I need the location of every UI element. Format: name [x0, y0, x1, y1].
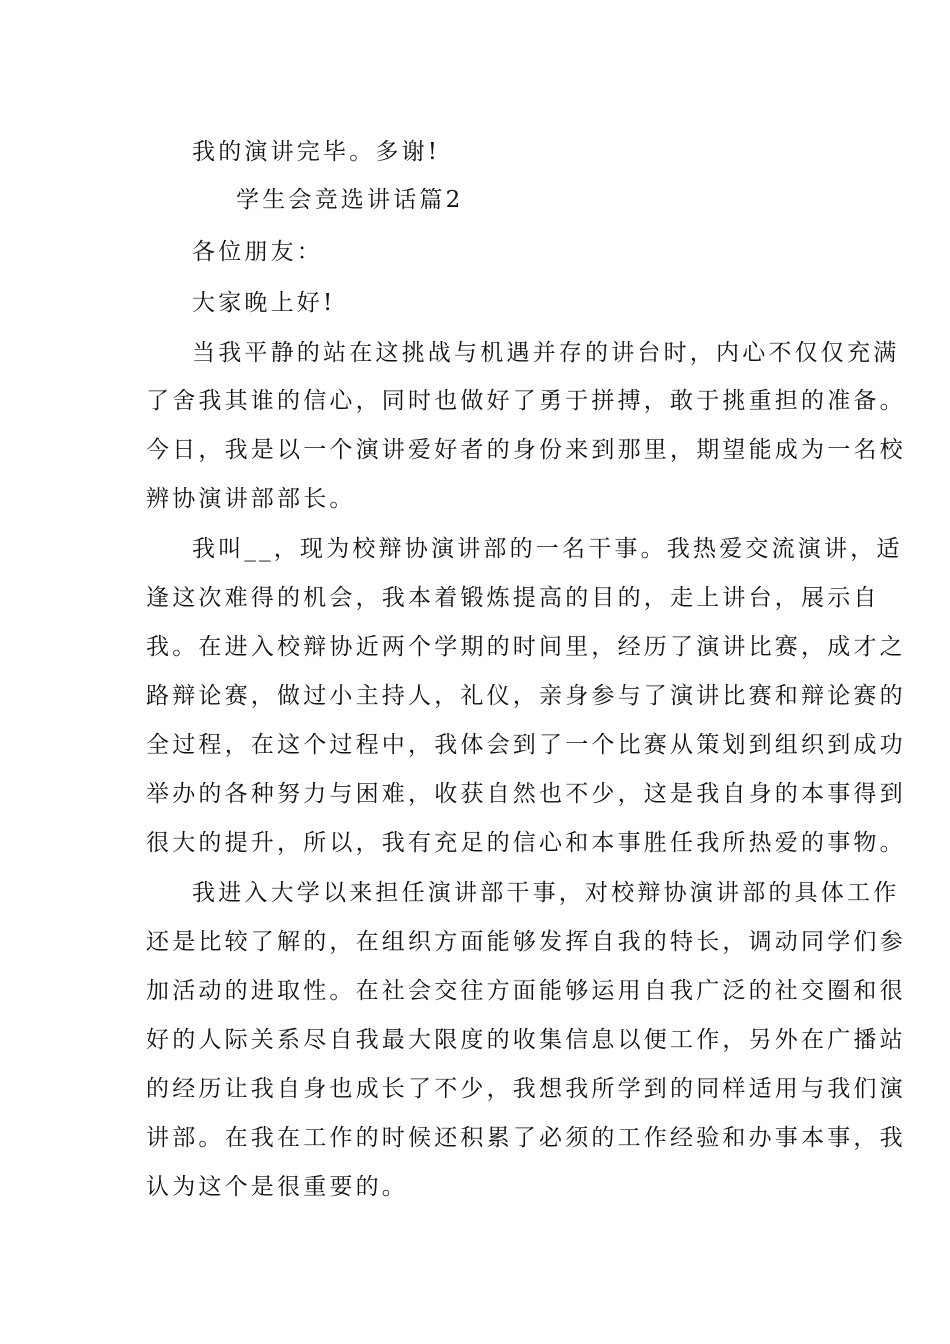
paragraph2-line: 举办的各种努力与困难，收获自然也不少，这是我自身的本事得到	[146, 781, 906, 807]
greeting: 大家晚上好!	[192, 290, 336, 316]
paragraph2-line: 路辩论赛，做过小主持人，礼仪，亲身参与了演讲比赛和辩论赛的	[146, 683, 906, 709]
paragraph3-line: 加活动的进取性。在社会交往方面能够运用自我广泛的社交圈和很	[146, 978, 906, 1004]
paragraph2-line: 逢这次难得的机会，我本着锻炼提高的目的，走上讲台，展示自	[146, 585, 880, 611]
paragraph2-line: 全过程，在这个过程中，我体会到了一个比赛从策划到组织到成功	[146, 732, 906, 758]
paragraph2-line: 我叫__，现为校辩协演讲部的一名干事。我热爱交流演讲，适	[192, 536, 903, 562]
closing-line: 我的演讲完毕。多谢!	[192, 139, 441, 165]
paragraph2-line: 很大的提升，所以，我有充足的信心和本事胜任我所热爱的事物。	[146, 830, 906, 856]
paragraph1-line: 今日，我是以一个演讲爱好者的身份来到那里，期望能成为一名校	[146, 437, 906, 463]
salutation: 各位朋友：	[192, 239, 323, 265]
paragraph3-line: 讲部。在我在工作的时候还积累了必须的工作经验和办事本事，我	[146, 1125, 906, 1151]
paragraph1-line: 了舍我其谁的信心，同时也做好了勇于拼搏，敢于挑重担的准备。	[146, 388, 906, 414]
section-title: 学生会竞选讲话篇2	[236, 187, 464, 213]
paragraph3-line: 认为这个是很重要的。	[146, 1174, 408, 1200]
paragraph3-line: 还是比较了解的，在组织方面能够发挥自我的特长，调动同学们参	[146, 929, 906, 955]
paragraph3-line: 我进入大学以来担任演讲部干事，对校辩协演讲部的具体工作	[192, 880, 900, 906]
paragraph3-line: 的经历让我自身也成长了不少，我想我所学到的同样适用与我们演	[146, 1076, 906, 1102]
paragraph3-line: 好的人际关系尽自我最大限度的收集信息以便工作，另外在广播站	[146, 1027, 906, 1053]
paragraph1-line: 辨协演讲部部长。	[146, 486, 356, 512]
paragraph2-line: 我。在进入校辩协近两个学期的时间里，经历了演讲比赛，成才之	[146, 634, 906, 660]
paragraph1-line: 当我平静的站在这挑战与机遇并存的讲台时，内心不仅仅充满	[192, 340, 900, 366]
